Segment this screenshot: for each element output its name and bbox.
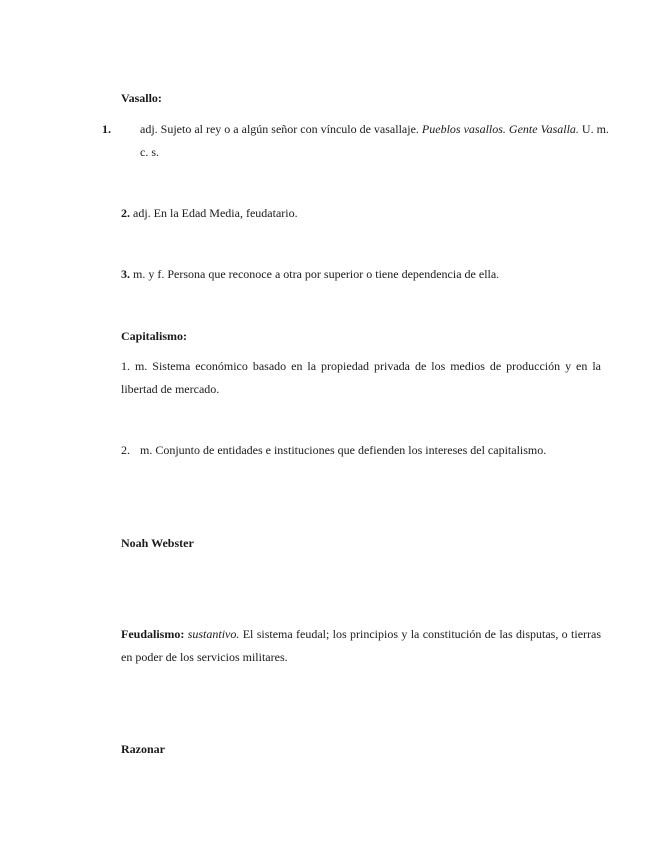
- part-of-speech: sustantivo.: [187, 627, 240, 641]
- heading-capitalismo: Capitalismo:: [121, 329, 187, 343]
- vasallo-def-3: [121, 263, 601, 286]
- capitalismo-def-1: [121, 355, 601, 401]
- feudalismo-def: [121, 623, 601, 669]
- def-number: 1.: [102, 122, 111, 136]
- def-text: m. Conjunto de entidades e instituciones que defienden los intereses del capitalismo.: [140, 443, 547, 457]
- vasallo-def-1: [102, 118, 610, 164]
- capitalismo-def-2: [121, 439, 601, 462]
- def-number: 3.: [121, 267, 130, 281]
- heading-noah-webster: Noah Webster: [121, 536, 194, 550]
- def-example: Pueblos vasallos. Gente Vasalla.: [421, 122, 579, 136]
- def-note: U. m. c. s.: [140, 122, 609, 159]
- term-feudalismo: Feudalismo:: [121, 627, 185, 641]
- def-text: adj. En la Edad Media, feudatario.: [130, 206, 298, 220]
- def-number: 2.: [121, 443, 130, 457]
- def-text: 1. m. Sistema económico basado en la propiedad privada de los medios de producción y en la libertad de mercado.: [121, 359, 601, 396]
- def-text: adj. Sujeto al rey o a algún señor con vínculo de vasallaje.: [140, 122, 422, 136]
- def-text: m. y f. Persona que reconoce a otra por superior o tiene dependencia de ella.: [130, 267, 500, 281]
- heading-razonar: Razonar: [121, 742, 165, 756]
- def-text: El sistema feudal; los principios y la constitución de las disputas, o tierras en poder de los servicios militares.: [121, 627, 602, 664]
- def-number: 2.: [121, 206, 130, 220]
- heading-vasallo: Vasallo:: [121, 91, 162, 105]
- vasallo-def-2: [121, 202, 601, 225]
